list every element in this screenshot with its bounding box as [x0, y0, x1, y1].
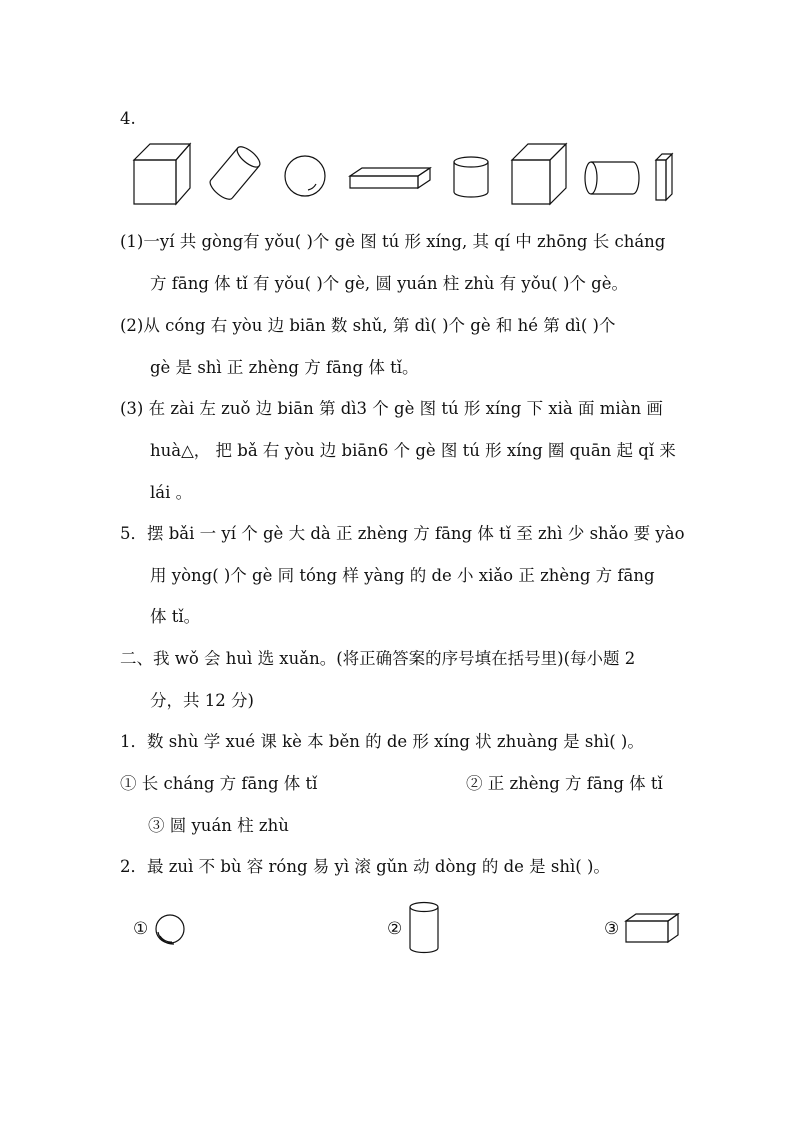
tilted-cylinder-icon	[204, 140, 266, 206]
q5-line3: 体 tǐ。	[150, 607, 201, 626]
section-2-heading-cont: 分，共 12 分)	[150, 691, 254, 710]
question-number-4: 4.	[120, 109, 136, 128]
s2-q1-option-1: ① 长 cháng 方 fāng 体 tǐ	[120, 774, 318, 793]
cube-icon	[510, 140, 570, 206]
horizontal-cylinder-icon	[582, 140, 642, 206]
q4-part1-line1: (1)一yí 共 gòng有 yǒu( )个 gè 图 tú 形 xíng, 其 qí 中 zhōng 长 cháng	[120, 232, 666, 251]
tall-cuboid-icon	[654, 140, 680, 206]
q4-part3-line2: huà△， 把 bǎ 右 yòu 边 biān6 个 gè 图 tú 形 xíng 圈 quān 起 qǐ 来	[150, 441, 676, 460]
s2-q1-option-3: ③ 圆 yuán 柱 zhù	[148, 816, 289, 835]
cuboid-icon	[624, 911, 680, 945]
s2-q2-option-2-label: ②	[387, 919, 403, 939]
q4-part2-line2: gè 是 shì 正 zhèng 方 fāng 体 tǐ。	[150, 358, 419, 377]
q5-line1: 5．摆 bǎi 一 yí 个 gè 大 dà 正 zhèng 方 fāng 体 tǐ 至 zhì 少 shǎo 要 yào	[120, 524, 685, 543]
s2-q2-option-1-label: ①	[133, 919, 149, 939]
cube-icon	[132, 140, 192, 206]
s2-question-1: 1．数 shù 学 xué 课 kè 本 běn 的 de 形 xíng 状 zhuàng 是 shì( )。	[120, 732, 644, 751]
sphere-icon	[282, 140, 328, 206]
q4-part1-line2: 方 fāng 体 tǐ 有 yǒu( )个 gè, 圆 yuán 柱 zhù 有 yǒu( )个 gè。	[150, 274, 628, 293]
cylinder-icon	[407, 900, 441, 956]
shapes-row	[120, 140, 690, 210]
s2-question-2: 2．最 zuì 不 bù 容 róng 易 yì 滚 gǔn 动 dòng 的 de 是 shì( )。	[120, 857, 610, 876]
cylinder-icon	[450, 140, 492, 206]
sphere-icon	[152, 912, 188, 946]
section-2-heading: 二、我 wǒ 会 huì 选 xuǎn。(将正确答案的序号填在括号里)(每小题 2	[120, 649, 636, 668]
q5-line2: 用 yòng( )个 gè 同 tóng 样 yàng 的 de 小 xiǎo 正 zhèng 方 fāng	[150, 566, 655, 585]
q4-part3-line3: lái 。	[150, 483, 193, 502]
s2-q2-option-3-label: ③	[604, 919, 620, 939]
flat-cuboid-icon	[348, 140, 434, 206]
q4-part2-line1: (2)从 cóng 右 yòu 边 biān 数 shǔ, 第 dì( )个 gè 和 hé 第 dì( )个	[120, 316, 616, 335]
q4-part3-line1: (3) 在 zài 左 zuǒ 边 biān 第 dì3 个 gè 图 tú 形 xíng 下 xià 面 miàn 画	[120, 399, 663, 418]
s2-q1-option-2: ② 正 zhèng 方 fāng 体 tǐ	[466, 774, 663, 793]
